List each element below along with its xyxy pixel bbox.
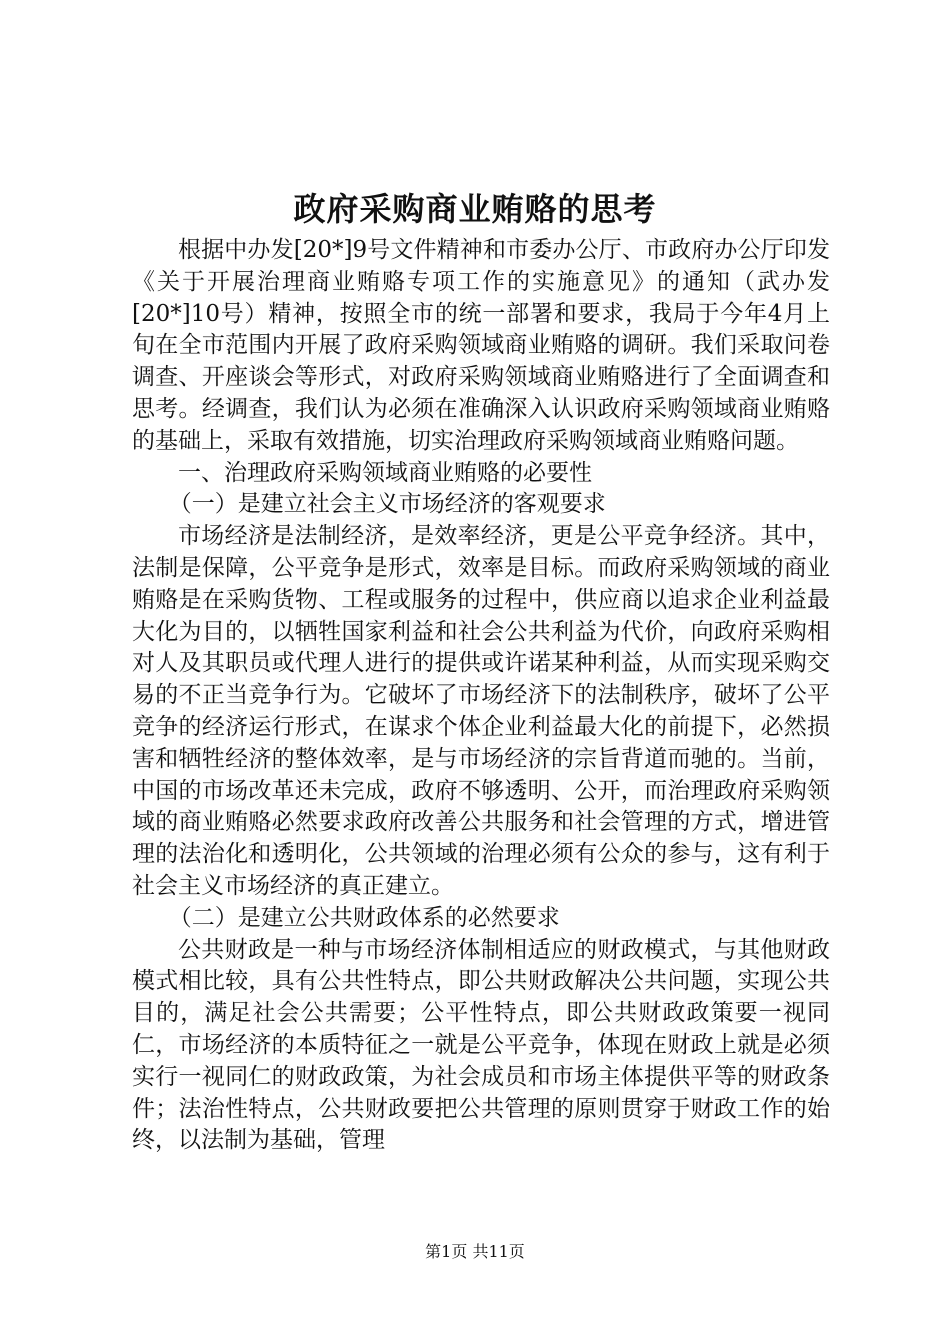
paragraph-market-economy: 市场经济是法制经济，是效率经济，更是公平竞争经济。其中，法制是保障，公平竞争是形式，效率是目标。而政府采购领域的商业贿赂是在采购货物、工程或服务的过程中，供应商以追求企业利益最大化为目的，以牺牲国家利益和社会公共利益为代价，向政府采购相对人及其职员或代理人进行的提供或许诺某种利益，从而实现采购交易的不正当竞争行为。它破坏了市场经济下的法制秩序，破坏了公平竞争的经济运行形式，在谋求个体企业利益最大化的前提下，必然损害和牺牲经济的整体效率，是与市场经济的宗旨背道而驰的。当前，中国的市场改革还未完成，政府不够透明、公开，而治理政府采购领域的商业贿赂必然要求政府改善公共服务和社会管理的方式，增进管理的法治化和透明化，公共领域的治理必须有公众的参与，这有利于社会主义市场经济的真正建立。 xyxy=(132,523,830,899)
section-heading-1: 一、治理政府采购领域商业贿赂的必要性 xyxy=(178,459,592,486)
subsection-heading-1: （一）是建立社会主义市场经济的客观要求 xyxy=(168,491,606,518)
subsection-heading-2: （二）是建立公共财政体系的必然要求 xyxy=(168,904,560,931)
document-title: 政府采购商业贿赂的思考 xyxy=(293,190,657,228)
paragraph-intro: 根据中办发[20*]9号文件精神和市委办公厅、市政府办公厅印发《关于开展治理商业贿赂专项工作的实施意见》的通知（武办发[20*]10号）精神，按照全市的统一部署和要求，我局于今年4月上旬在全市范围内开展了政府采购领域商业贿赂的调研。我们采取问卷调查、开座谈会等形式，对政府采购领域商业贿赂进行了全面调查和思考。经调查，我们认为必须在准确深入认识政府采购领域商业贿赂的基础上，采取有效措施，切实治理政府采购领域商业贿赂问题。 xyxy=(132,237,830,454)
paragraph-public-finance: 公共财政是一种与市场经济体制相适应的财政模式，与其他财政模式相比较，具有公共性特点，即公共财政解决公共问题，实现公共目的，满足社会公共需要；公平性特点，即公共财政政策要一视同仁，市场经济的本质特征之一就是公平竞争，体现在财政上就是必须实行一视同仁的财政政策，为社会成员和市场主体提供平等的财政条件；法治性特点，公共财政要把公共管理的原则贯穿于财政工作的始终，以法制为基础，管理 xyxy=(132,936,830,1154)
document-body xyxy=(132,235,830,1157)
page-number-footer: 第1页 共11页 xyxy=(425,1242,525,1261)
